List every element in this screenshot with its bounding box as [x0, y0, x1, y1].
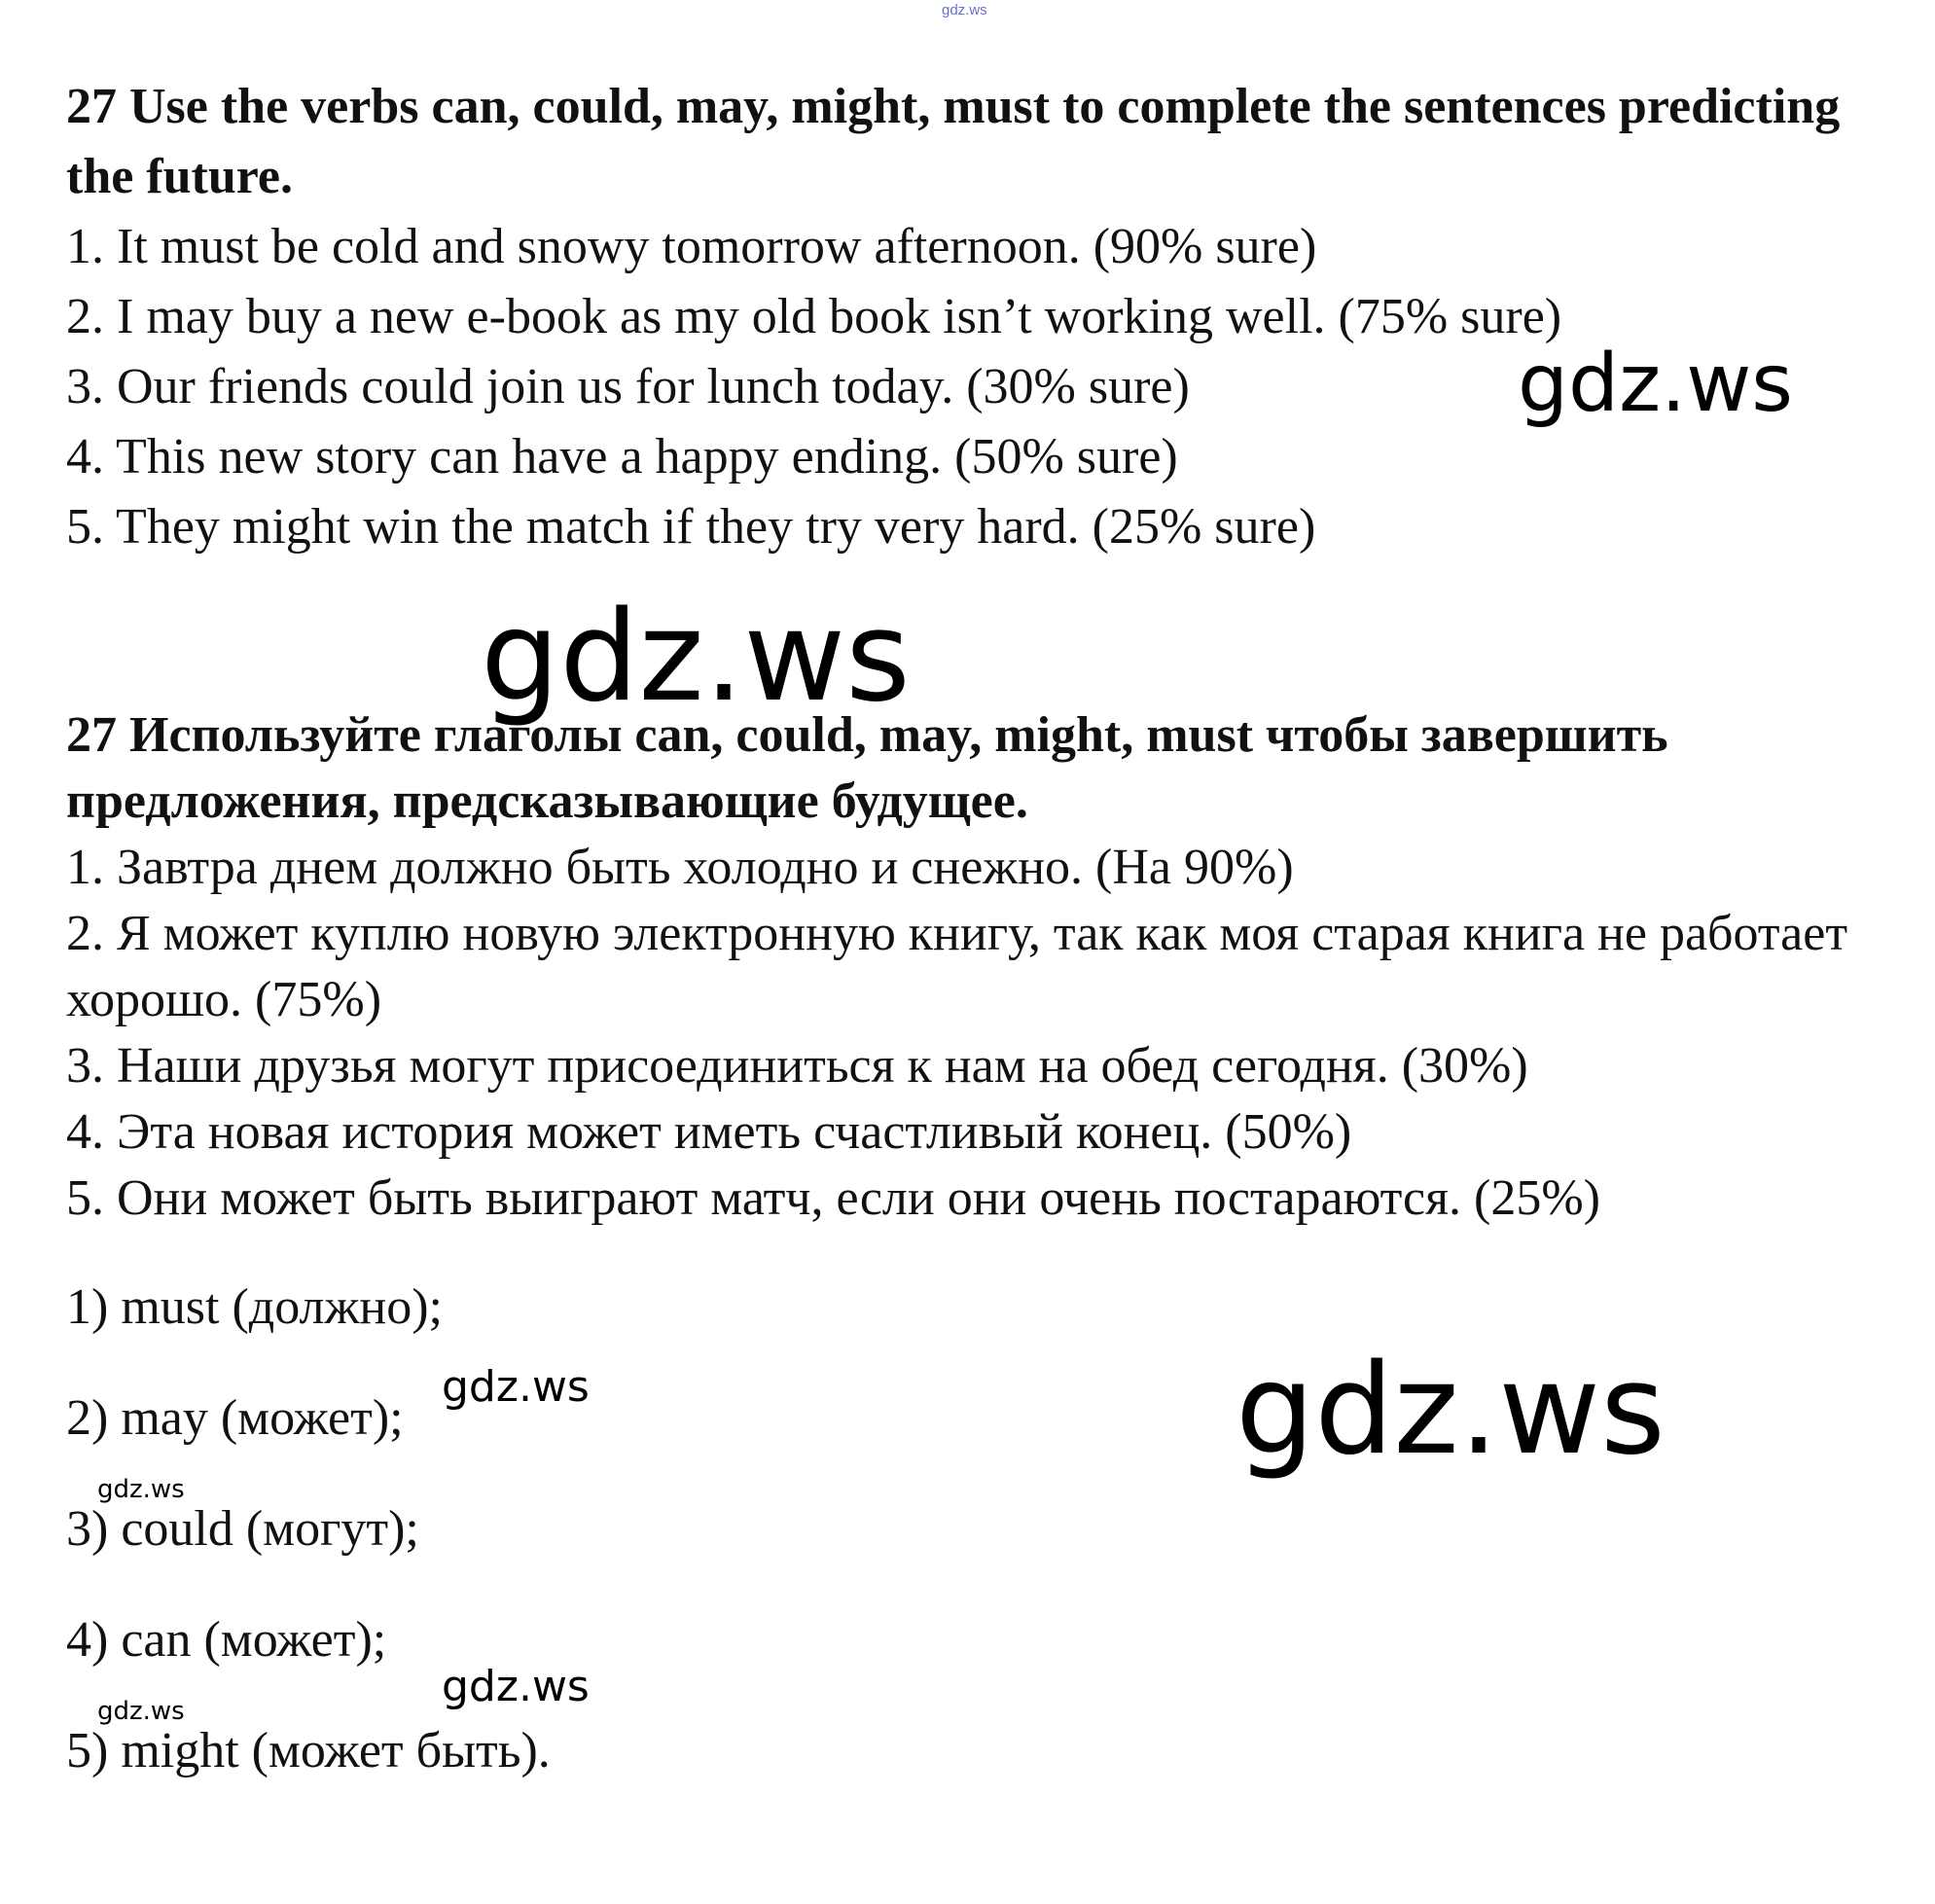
english-sentence-4: 4. This new story can have a happy ending. (50% sure) — [66, 429, 1178, 485]
answer-4: 4) can (может); — [66, 1612, 387, 1668]
top-watermark: gdz.ws — [942, 2, 987, 18]
answer-5: 5) might (может быть). — [66, 1723, 551, 1778]
english-sentence-1: 1. It must be cold and snowy tomorrow afternoon. (90% sure) — [66, 219, 1317, 274]
watermark-lower-right: gdz.ws — [1236, 1338, 1666, 1483]
english-sentence-5: 5. They might win the match if they try very hard. (25% sure) — [66, 499, 1316, 555]
russian-sentence-1: 1. Завтра днем должно быть холодно и снежно. (На 90%) — [66, 840, 1294, 895]
watermark-answer-2: gdz.ws — [442, 1362, 590, 1412]
answer-1: 1) must (должно); — [66, 1279, 444, 1335]
answer-2: 2) may (может); — [66, 1390, 404, 1446]
watermark-answer-3: gdz.ws — [97, 1475, 185, 1504]
english-task-heading: 27 Use the verbs can, could, may, might, must to complete the sentences predicting the future. — [66, 79, 1841, 204]
english-sentence-2: 2. I may buy a new e-book as my old book isn’t working well. (75% sure) — [66, 289, 1562, 344]
watermark-upper-right: gdz.ws — [1518, 338, 1793, 430]
russian-sentence-4: 4. Эта новая история может иметь счастливый конец. (50%) — [66, 1104, 1352, 1160]
watermark-center: gdz.ws — [481, 585, 911, 730]
russian-sentence-2: 2. Я может куплю новую электронную книгу, так как моя старая книга не работает хорошо. (75%) — [66, 906, 1848, 1027]
russian-sentence-3: 3. Наши друзья могут присоединиться к нам на обед сегодня. (30%) — [66, 1038, 1528, 1094]
answer-3: 3) could (могут); — [66, 1501, 419, 1557]
russian-task-heading: 27 Используйте глаголы can, could, may, might, must чтобы завершить предложения, предсказывающие будущее. — [66, 707, 1668, 829]
russian-sentence-5: 5. Они может быть выиграют матч, если они очень постараются. (25%) — [66, 1170, 1600, 1226]
watermark-answer-4: gdz.ws — [442, 1662, 590, 1711]
english-sentence-3: 3. Our friends could join us for lunch today. (30% sure) — [66, 359, 1190, 414]
watermark-answer-5: gdz.ws — [97, 1697, 185, 1726]
english-task — [66, 72, 1895, 562]
russian-task — [66, 702, 1895, 1232]
